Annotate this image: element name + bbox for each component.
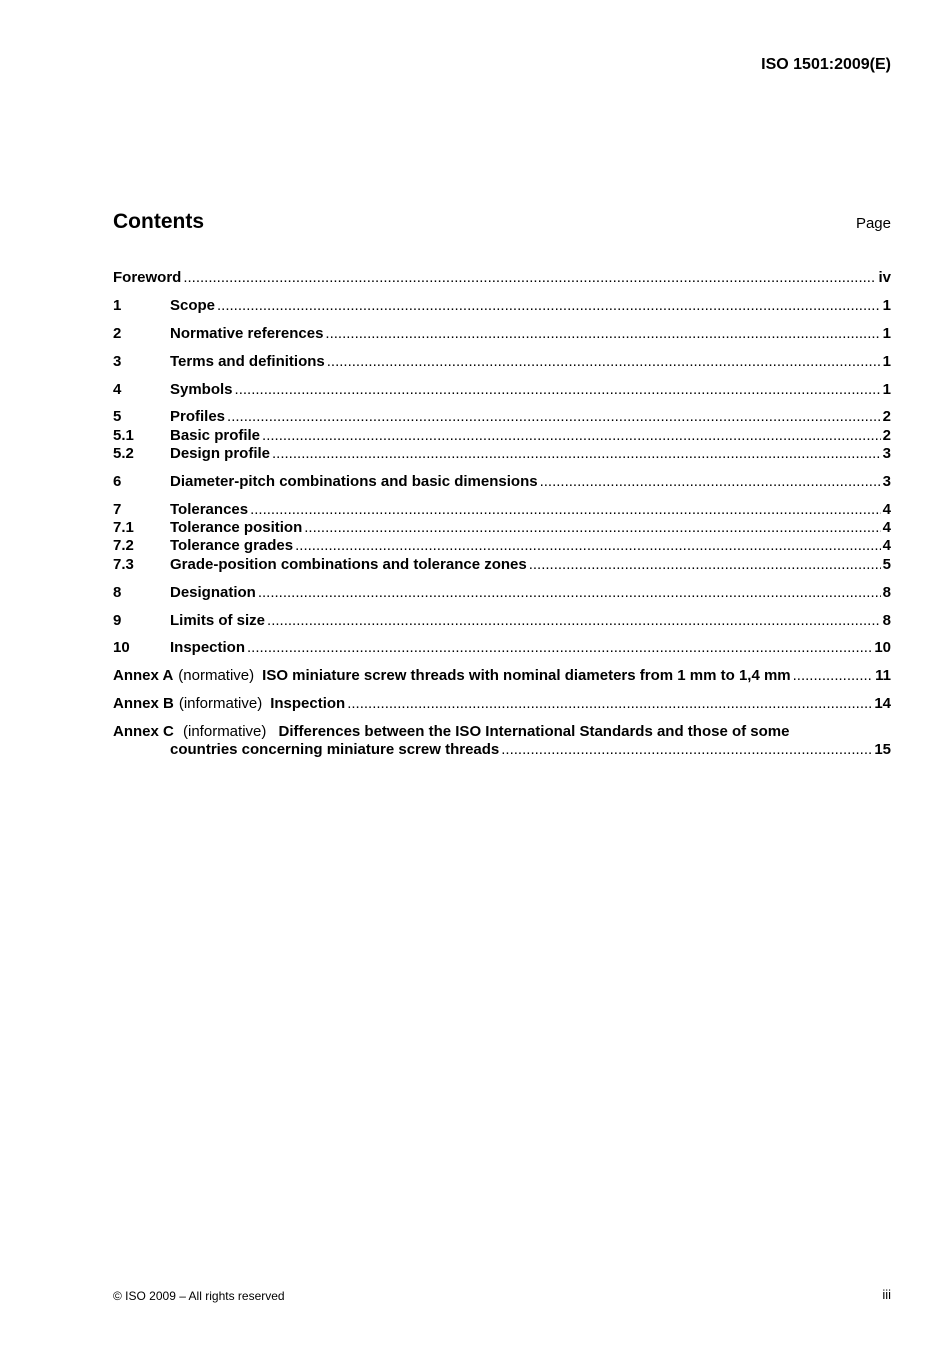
toc-entry-tolerance-grades[interactable] [113,537,891,555]
toc-entry-page: 4 [882,519,891,537]
toc-entry-label: Terms and definitions [170,352,325,370]
dot-leader [327,353,881,371]
toc-entry-tolerances[interactable] [113,501,891,519]
toc-entry-basic-profile[interactable] [113,427,891,445]
dot-leader [217,297,881,315]
toc-entry-page: 14 [874,695,891,713]
toc-entry-annex-c[interactable] [113,723,891,760]
dot-leader [501,741,872,759]
dot-leader [183,269,876,287]
dot-leader [250,501,881,519]
toc-entry-page: 8 [882,611,891,629]
dot-leader [793,667,874,685]
toc-entry-label: Profiles [170,408,226,426]
toc-entry-page: 2 [882,408,891,426]
toc-entry-grade-position[interactable] [113,556,891,574]
toc-entry-number: 6 [113,472,122,490]
toc-entry-foreword[interactable] [113,269,891,287]
dot-leader [267,612,881,630]
annex-prefix: Annex B [113,695,174,713]
dot-leader [529,556,881,574]
annex-prefix: Annex A [113,667,174,685]
toc-entry-number: 10 [113,639,130,657]
dot-leader [304,519,880,537]
annex-c-line-2 [113,741,891,759]
page-number: iii [882,1287,891,1302]
toc-entry-page: 3 [882,472,891,490]
annex-kind: (informative) [178,695,263,713]
dot-leader [347,695,872,713]
toc-entry-page: 8 [882,583,891,601]
copyright-notice: © ISO 2009 – All rights reserved [113,1289,285,1303]
toc-entry-profiles[interactable] [113,408,891,426]
dot-leader [540,473,881,491]
toc-entry-annex-b[interactable] [113,695,891,713]
dot-leader [262,427,881,445]
toc-entry-number: 5.2 [113,445,134,463]
document-code: ISO 1501:2009(E) [761,56,891,73]
annex-title-line-2: countries concerning miniature screw threads [170,741,500,759]
table-of-contents [113,269,891,760]
toc-entry-number: 5.1 [113,426,134,444]
toc-entry-page: 5 [882,555,891,573]
toc-entry-page: 1 [882,296,891,314]
toc-entry-diameter-pitch[interactable] [113,473,891,491]
annex-title: ISO miniature screw threads with nominal diameters from 1 mm to 1,4 mm [262,667,791,685]
annex-title: Inspection [270,695,346,713]
toc-entry-number: 7.3 [113,555,134,573]
toc-entry-designation[interactable] [113,584,891,602]
toc-entry-number: 1 [113,296,122,314]
dot-leader [235,381,881,399]
page-column-label: Page [855,215,891,232]
dot-leader [227,408,881,426]
toc-entry-inspection[interactable] [113,639,891,657]
toc-entry-page: 10 [874,639,891,657]
annex-kind: (informative) [183,723,267,741]
toc-entry-label: Symbols [170,380,233,398]
toc-entry-number: 3 [113,352,122,370]
toc-entry-label: Normative references [170,324,324,342]
dot-leader [247,639,872,657]
toc-entry-annex-a[interactable] [113,667,891,685]
toc-entry-page: 3 [882,445,891,463]
toc-entry-label: Basic profile [170,426,261,444]
toc-entry-number: 5 [113,408,122,426]
toc-entry-label: Tolerances [170,500,249,518]
toc-entry-label: Grade-position combinations and tolerance zones [170,555,527,573]
dot-leader [272,445,881,463]
toc-entry-number: 4 [113,380,122,398]
toc-entry-normative-references[interactable] [113,325,891,343]
toc-entry-number: 2 [113,324,122,342]
toc-entry-page: 11 [875,667,891,685]
contents-title: Contents [113,210,204,233]
dot-leader [295,537,881,555]
annex-kind: (normative) [178,667,255,685]
toc-entry-scope[interactable] [113,297,891,315]
toc-entry-number: 8 [113,583,122,601]
toc-entry-design-profile[interactable] [113,445,891,463]
toc-entry-page: 15 [874,741,891,759]
toc-entry-label: Diameter-pitch combinations and basic dimensions [170,472,538,490]
toc-entry-label: Design profile [170,445,271,463]
toc-entry-number: 7.1 [113,519,134,537]
toc-entry-label: Tolerance position [170,519,303,537]
toc-entry-page: 1 [882,352,891,370]
toc-entry-label: Tolerance grades [170,537,294,555]
dot-leader [325,325,880,343]
toc-entry-page: 4 [882,500,891,518]
toc-entry-terms-and-definitions[interactable] [113,353,891,371]
toc-entry-label: Foreword [113,269,182,286]
dot-leader [258,584,881,602]
toc-entry-page: 4 [882,537,891,555]
toc-entry-page: iv [878,269,891,286]
toc-entry-symbols[interactable] [113,381,891,399]
toc-entry-label: Designation [170,583,256,601]
toc-entry-label: Scope [170,296,216,314]
annex-prefix: Annex C [113,723,174,741]
toc-entry-page: 2 [882,426,891,444]
annex-title-line-1: Differences between the ISO International Standards and those of some [278,723,790,741]
toc-entry-limits-of-size[interactable] [113,612,891,630]
toc-entry-label: Inspection [170,639,246,657]
toc-entry-number: 7 [113,500,122,518]
toc-entry-number: 7.2 [113,537,134,555]
toc-entry-page: 1 [882,380,891,398]
toc-entry-label: Limits of size [170,611,266,629]
toc-entry-number: 9 [113,611,122,629]
toc-entry-page: 1 [882,324,891,342]
annex-c-line-1 [113,723,891,741]
toc-entry-tolerance-position[interactable] [113,519,891,537]
